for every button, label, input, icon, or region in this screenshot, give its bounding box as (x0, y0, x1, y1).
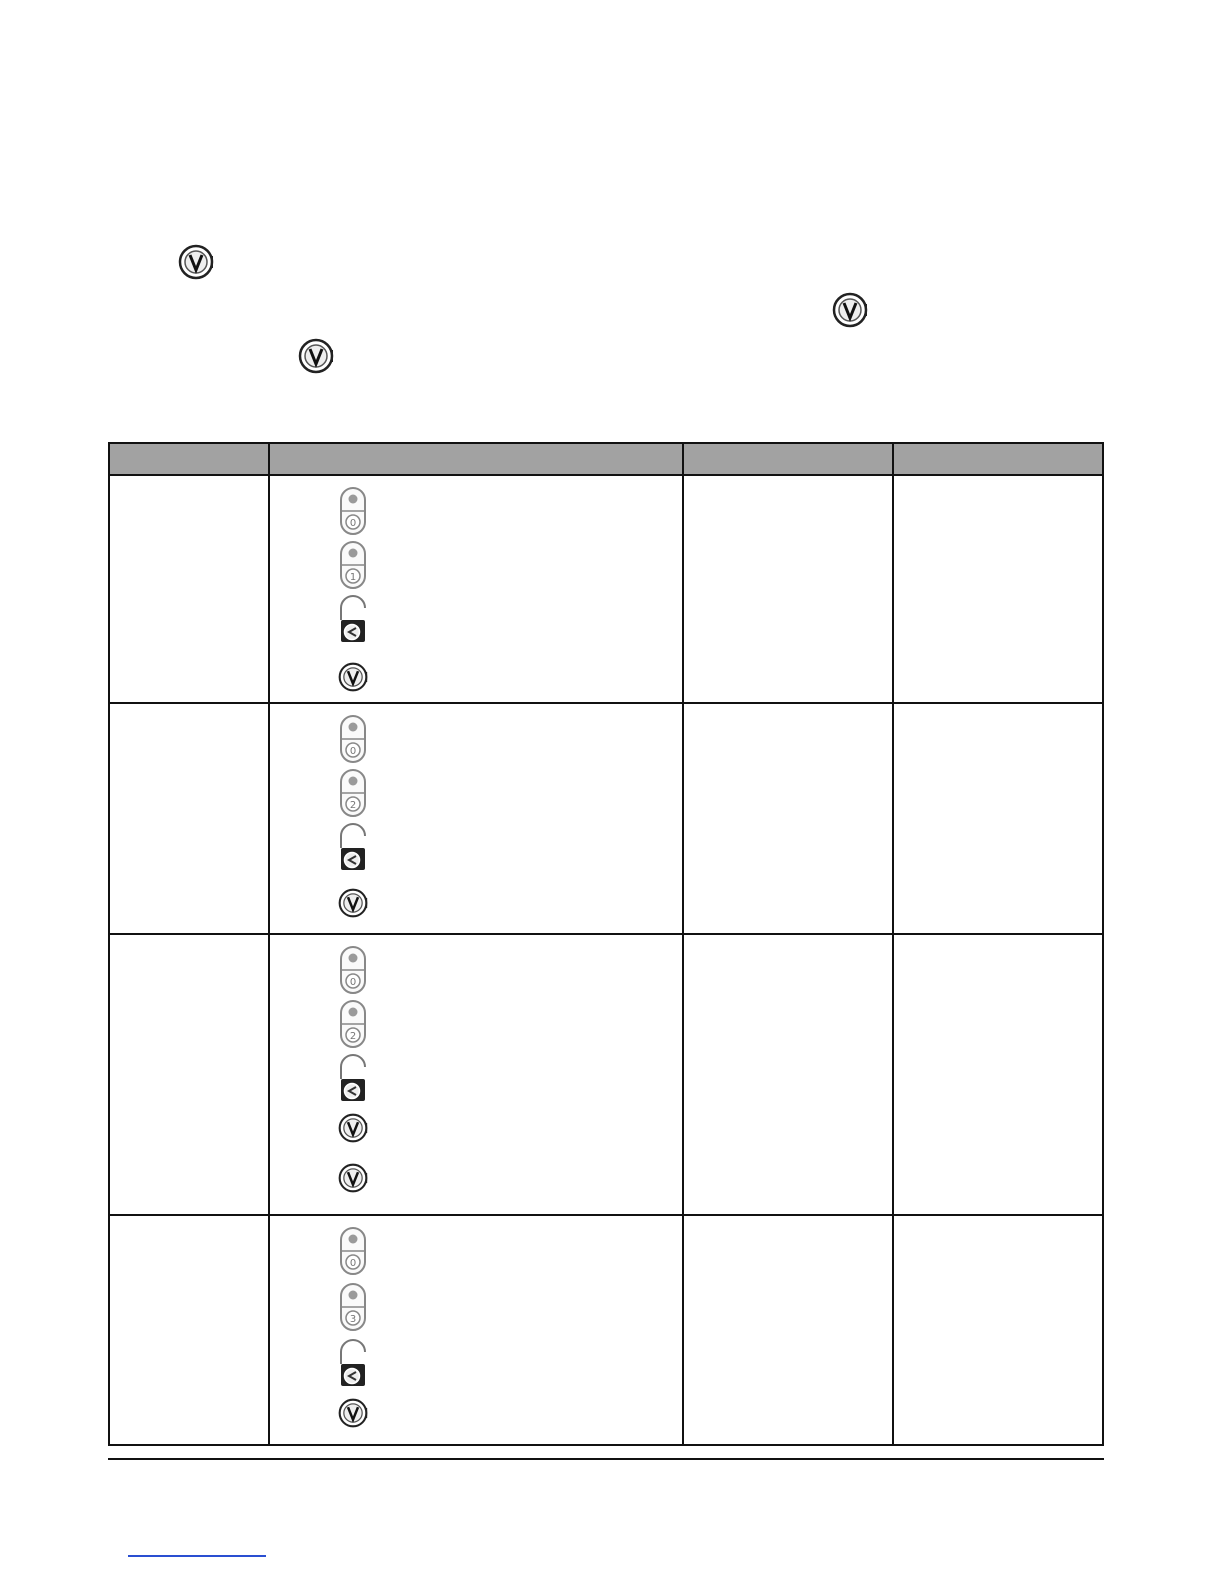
button-top-bottom-icon (338, 540, 386, 590)
enter-arrow-icon (338, 1338, 386, 1388)
v-down-icon (338, 662, 386, 692)
button-top-bottom-icon (338, 1226, 386, 1276)
table-header (110, 444, 1102, 476)
header-cell (270, 444, 682, 474)
v-down-icon (298, 338, 334, 374)
button-top-bottom-icon (338, 486, 386, 536)
v-down-icon (338, 888, 386, 918)
enter-arrow-icon (338, 1053, 386, 1103)
key-sequence-table (108, 442, 1104, 1446)
table-row (110, 935, 1102, 1214)
v-down-icon (832, 292, 868, 328)
svg-text:3: 3 (349, 1314, 357, 1325)
svg-text:1: 1 (349, 572, 357, 583)
v-down-icon (338, 1398, 386, 1428)
button-top-bottom-icon (338, 945, 386, 995)
v-down-icon (338, 1163, 386, 1193)
button-top-bottom-icon (338, 999, 386, 1049)
header-cell (110, 444, 268, 474)
header-cell (684, 444, 894, 474)
svg-text:0: 0 (349, 1258, 357, 1269)
svg-text:0: 0 (349, 518, 357, 529)
header-cell (896, 444, 1102, 474)
svg-text:2: 2 (349, 800, 357, 811)
enter-arrow-icon (338, 822, 386, 872)
svg-text:0: 0 (349, 977, 357, 988)
v-down-icon (178, 244, 214, 280)
enter-arrow-icon (338, 594, 386, 644)
button-top-bottom-icon (338, 714, 386, 764)
svg-text:2: 2 (349, 1031, 357, 1042)
table-row (110, 704, 1102, 933)
v-down-icon (338, 1113, 386, 1143)
button-top-bottom-icon (338, 768, 386, 818)
table-row (110, 1216, 1102, 1444)
button-top-bottom-icon (338, 1282, 386, 1332)
svg-text:0: 0 (349, 746, 357, 757)
bottom-rule (108, 1458, 1104, 1460)
footer-link-underline (128, 1555, 266, 1557)
table-row (110, 476, 1102, 702)
